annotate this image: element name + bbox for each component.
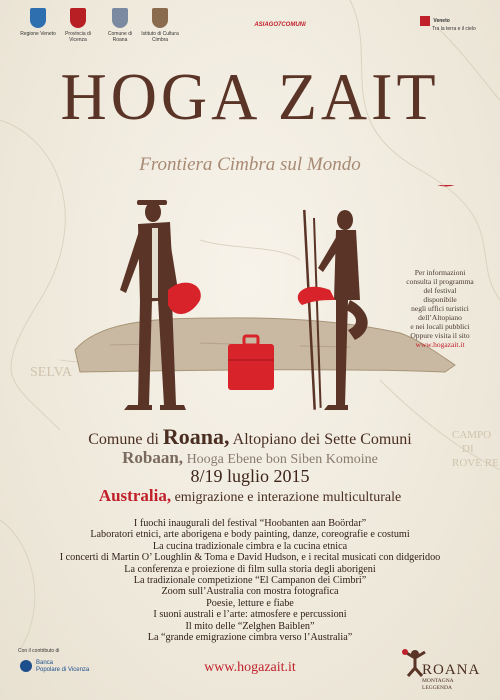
aboriginal-figure [303,210,368,410]
logo-veneto-brand: Veneto [433,18,450,24]
sponsor-logos [0,8,500,58]
info-line: dell’Altopiano [418,313,462,322]
red-suitcase [228,336,274,390]
logo-veneto-tagline: Tra la terra e il cielo [432,26,476,32]
event-item: La conferenza e proiezione di film sulla storia degli aborigeni [124,563,376,575]
info-line: Oppure visita il sito [410,331,470,340]
roana-logo-sub [422,678,482,691]
logo-asiago [250,22,310,28]
logo-regione-label: Regione Veneto [20,31,56,37]
roana-logo-line1: MONTAGNA [422,678,454,684]
event-item: La tradizionale competizione “El Campanon dei Cimbri” [133,575,367,587]
red-hat [168,283,201,314]
event-item: I fuochi inaugurali del festival “Hoobanten aan Boördar” [133,518,367,529]
info-box [395,268,485,349]
map-label-rovere: ROVE RE [452,457,499,469]
roana-logo-name: ROANA [422,662,481,678]
comune-prefix: Comune di [88,431,159,448]
info-line: consulta il programma [406,277,474,286]
theme-rest: emigrazione e interazione multiculturale [174,490,402,505]
info-line: Per informazioni [414,268,466,277]
istituto-emblem-icon [152,8,168,28]
logo-comune-roana [100,8,140,43]
info-line: disponibile [423,295,457,304]
comune-rest: Altopiano dei Sette Comuni [232,431,412,448]
event-item: Zoom sull’Australia con mostra fotografica [161,586,339,598]
logo-asiago-label: ASIAGO7COMUNI [254,22,306,28]
robaan-line [0,448,500,468]
festival-theme [0,486,500,506]
roana-logo-line2: LEGGENDA [422,684,452,691]
event-item: La cucina tradizionale cimbra e la cucina etnica [152,540,348,552]
robaan-name: Robaan, [122,448,184,467]
bank-logo [20,660,89,674]
map-label-selva: SELVA [30,365,73,380]
info-website-link[interactable]: www.hogazait.it [415,340,465,349]
events-list [0,518,500,643]
logo-comune-label: Comune di Roana [107,31,133,43]
bank-line1: Banca [36,660,54,666]
event-item: Laboratori etnici, arte aborigena e body painting, danze, coreografie e costumi [90,529,410,541]
festival-subtitle: Frontiera Cimbra sul Mondo [139,154,361,175]
roana-logo [400,640,490,700]
red-scribble-circle [425,185,468,190]
contributo-label: Con il contributo di [18,648,60,654]
logo-istituto-cimbra [138,8,182,43]
bank-line2: Popolare di Vicenza [36,667,90,673]
map-label-campo: CAMPO [452,429,492,441]
logo-regione-veneto [18,8,58,37]
logo-istituto-label: Istituto di Cultura Cimbra [141,31,179,43]
regione-shield-icon [30,8,46,28]
footer-website-link[interactable]: www.hogazait.it [204,660,296,675]
event-item: I suoni australi e l’arte: atmosfere e percussioni [153,609,347,621]
theme-highlight: Australia, [98,486,172,505]
event-item: La “grande emigrazione cimbra verso l’Australia” [147,632,353,644]
map-label-di: DI [462,443,474,455]
event-item: I concerti di Martin O’ Loughlin & Toma e David Hudson, e i recital musicati con didgeridoo [59,552,441,564]
comune-shield-icon [112,8,128,28]
event-item: Poesie, letture e fiabe [206,597,294,609]
comune-line [0,424,500,450]
bank-icon [20,660,32,672]
logo-provincia-label: Provincia di Vicenza [65,31,91,43]
festival-title: HOGA ZAIT [60,59,440,134]
event-item: Il mito delle “Zelghen Baiblen” [185,620,315,632]
veneto-flag-icon [420,16,430,26]
logo-veneto [420,16,480,32]
festival-title-block [0,59,500,134]
festival-dates: 8/19 luglio 2015 [190,466,310,486]
info-line: del festival [423,286,457,295]
info-line: e nei locali pubblici [410,322,470,331]
provincia-shield-icon [70,8,86,28]
logo-provincia-vicenza [58,8,98,43]
comune-name: Roana, [162,424,230,449]
robaan-rest: Hooga Ebene bon Siben Komoine [186,452,378,467]
info-line: negli uffici turistici [411,304,469,313]
